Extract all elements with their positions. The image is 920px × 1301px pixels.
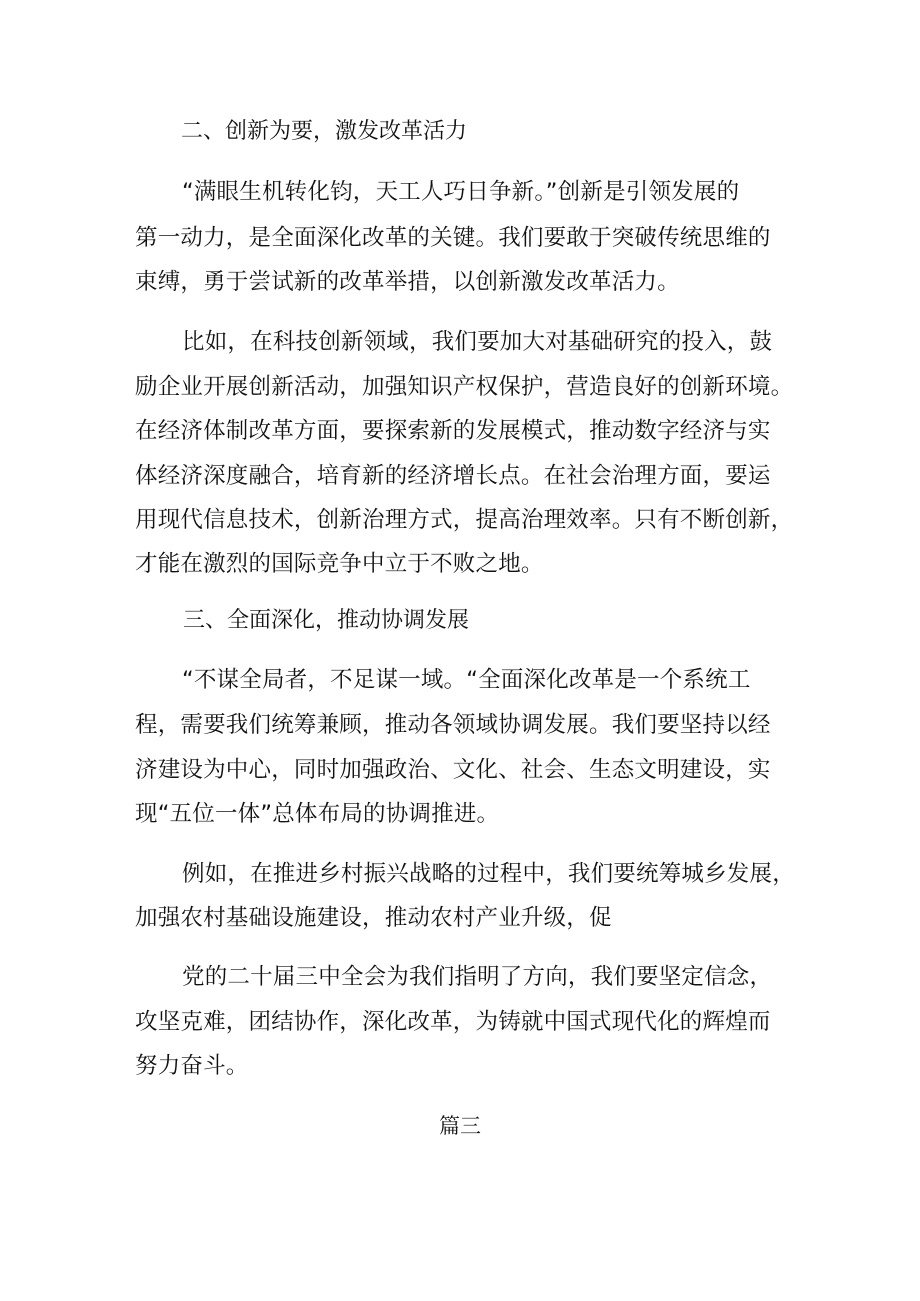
paragraph-line: 才能在激烈的国际竞争中立于不败之地。	[135, 551, 544, 577]
paragraph-line: 努力奋斗。	[135, 1053, 249, 1079]
part-title: 篇三	[439, 1114, 481, 1138]
paragraph-line: 励企业开展创新活动，加强知识产权保护，营造良好的创新环境。	[135, 374, 794, 400]
paragraph-line: 比如，在科技创新领域，我们要加大对基础研究的投入，鼓	[182, 329, 773, 355]
paragraph-line: 例如，在推进乡村振兴战略的过程中，我们要统筹城乡发展，	[182, 861, 795, 887]
section-heading: 二、创新为要，激发改革活力	[181, 119, 468, 144]
paragraph-line: 程，需要我们统筹兼顾，推动各领域协调发展。我们要坚持以经	[135, 712, 771, 738]
paragraph-line: 济建设为中心，同时加强政治、文化、社会、生态文明建设，实	[135, 757, 771, 783]
paragraph-line: 加强农村基础设施建设，推动农村产业升级，促	[135, 905, 612, 931]
paragraph-line: 体经济深度融合，培育新的经济增长点。在社会治理方面，要运	[135, 463, 771, 489]
paragraph-line: 在经济体制改革方面，要探索新的发展模式，推动数字经济与实	[135, 418, 771, 444]
paragraph-line: 攻坚克难，团结协作，深化改革，为铸就中国式现代化的辉煌而	[135, 1009, 771, 1035]
paragraph-line: “满眼生机转化钧，天工人巧日争新。”创新是引领发展的	[182, 179, 740, 205]
paragraph-line: 第一动力，是全面深化改革的关键。我们要敢于突破传统思维的	[135, 225, 771, 251]
paragraph-line: 党的二十届三中全会为我们指明了方向，我们要坚定信念，	[182, 964, 773, 990]
paragraph-line: 现“五位一体”总体布局的协调推进。	[135, 801, 500, 827]
paragraph-line: 束缚，勇于尝试新的改革举措，以创新激发改革活力。	[135, 269, 680, 295]
paragraph-line: 用现代信息技术，创新治理方式，提高治理效率。只有不断创新，	[135, 507, 794, 533]
section-heading: 三、全面深化，推动协调发展	[183, 608, 470, 633]
paragraph-line: “不谋全局者，不足谋一域。“全面深化改革是一个系统工	[182, 667, 751, 693]
